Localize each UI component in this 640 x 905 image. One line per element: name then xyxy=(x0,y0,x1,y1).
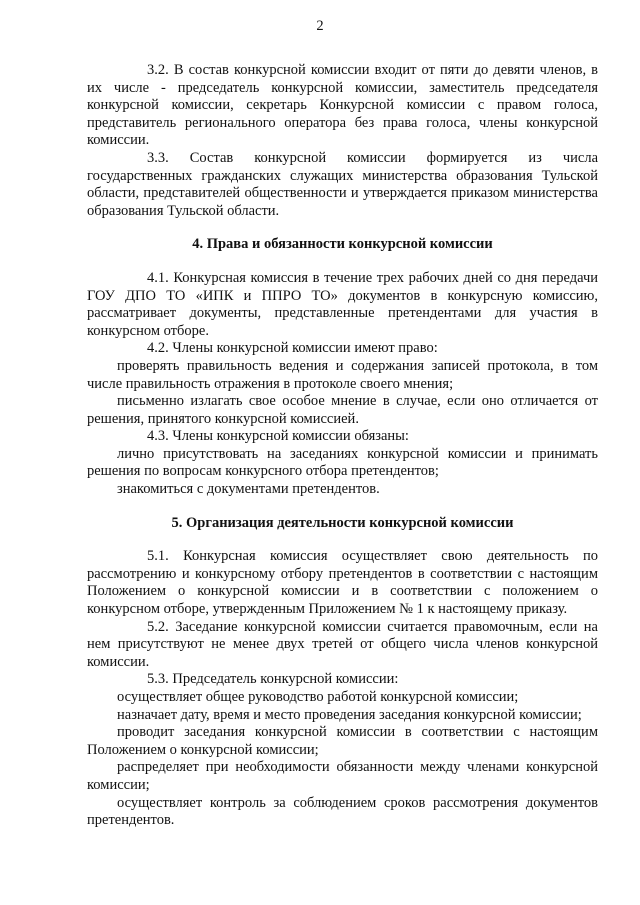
clause-5-1 xyxy=(87,548,598,618)
clause-number: 5.3. xyxy=(147,671,169,688)
clause-4-3-item: лично присутствовать на заседаниях конкурсной комиссии и принимать решения по вопросам конкурсного отбора претендентов; xyxy=(87,445,598,480)
clause-text: Состав конкурсной комиссии формируется из числа государственных гражданских служащих министерства образования Тульской области, представителей общественности и утверждается приказом министерства образования Тульской области. xyxy=(87,149,599,219)
clause-number: 4.1. xyxy=(147,269,169,286)
clause-number: 4.3. xyxy=(147,428,169,445)
clause-4-3-item: знакомиться с документами претендентов. xyxy=(117,481,380,498)
clause-5-3-item: распределяет при необходимости обязанности между членами конкурсной комиссии; xyxy=(87,759,598,793)
clause-text: Конкурсная комиссия осуществляет свою деятельность по рассмотрению и конкурсному отбору претендентов в соответствии с настоящим Положением о конкурсной комиссии и в соответствии с положением о конкурсном отборе, утвержденным Приложением № 1 к настоящему приказу. xyxy=(87,548,598,618)
clause-3-2 xyxy=(87,62,598,150)
page-number: 2 xyxy=(316,18,324,34)
section-5-heading: 5. Организация деятельности конкурсной комиссии xyxy=(171,514,514,531)
document-body xyxy=(87,62,598,830)
clause-5-2 xyxy=(87,619,598,672)
clause-number: 3.2. xyxy=(147,62,169,78)
clause-5-3-item: проводит заседания конкурсной комиссии в соответствии с настоящим Положением о конкурсной комиссии; xyxy=(87,724,598,758)
clause-text: Заседание конкурсной комиссии считается правомочным, если на нем присутствуют не менее двух третей от общего числа членов конкурсной комиссии. xyxy=(87,618,598,670)
clause-5-3 xyxy=(87,671,598,689)
clause-text: Председатель конкурсной комиссии: xyxy=(172,671,399,688)
clause-5-3-item: назначает дату, время и место проведения заседания конкурсной комиссии; xyxy=(117,706,582,723)
clause-number: 5.1. xyxy=(147,548,169,565)
clause-text: Конкурсная комиссия в течение трех рабочих дней со дня передачи ГОУ ДПО ТО «ИПК и ППРО ТО» документов в конкурсную комиссию, рассматривает документы, представленные претендентами для участия в конкурсном отборе. xyxy=(87,269,599,339)
clause-number: 5.2. xyxy=(147,618,169,635)
clause-number: 4.2. xyxy=(147,340,169,357)
clause-number: 3.3. xyxy=(147,149,169,166)
clause-text: В состав конкурсной комиссии входит от пяти до девяти членов, в их числе - председатель конкурсной комиссии, заместитель председателя конкурсной комиссии, секретарь Конкурсной комиссии с правом голоса, представитель регионального оператора без права голоса, члены конкурсной комиссии. xyxy=(87,62,599,149)
clause-text: Члены конкурсной комиссии обязаны: xyxy=(172,428,409,445)
clause-4-2 xyxy=(87,340,598,358)
clause-5-3-item: осуществляет общее руководство работой конкурсной комиссии; xyxy=(117,689,519,705)
clause-4-3 xyxy=(87,428,598,446)
clause-4-1 xyxy=(87,270,598,340)
clause-3-3 xyxy=(87,150,598,220)
section-4-heading: 4. Права и обязанности конкурсной комиссии xyxy=(192,236,493,253)
clause-4-2-item: проверять правильность ведения и содержания записей протокола, в том числе правильность отражения в протоколе своего мнения; xyxy=(87,357,598,392)
clause-5-3-item: осуществляет контроль за соблюдением сроков рассмотрения документов претендентов. xyxy=(87,794,598,829)
clause-4-2-item: письменно излагать свое особое мнение в случае, если оно отличается от решения, принятого конкурсной комиссией. xyxy=(87,393,598,427)
clause-text: Члены конкурсной комиссии имеют право: xyxy=(172,340,438,357)
